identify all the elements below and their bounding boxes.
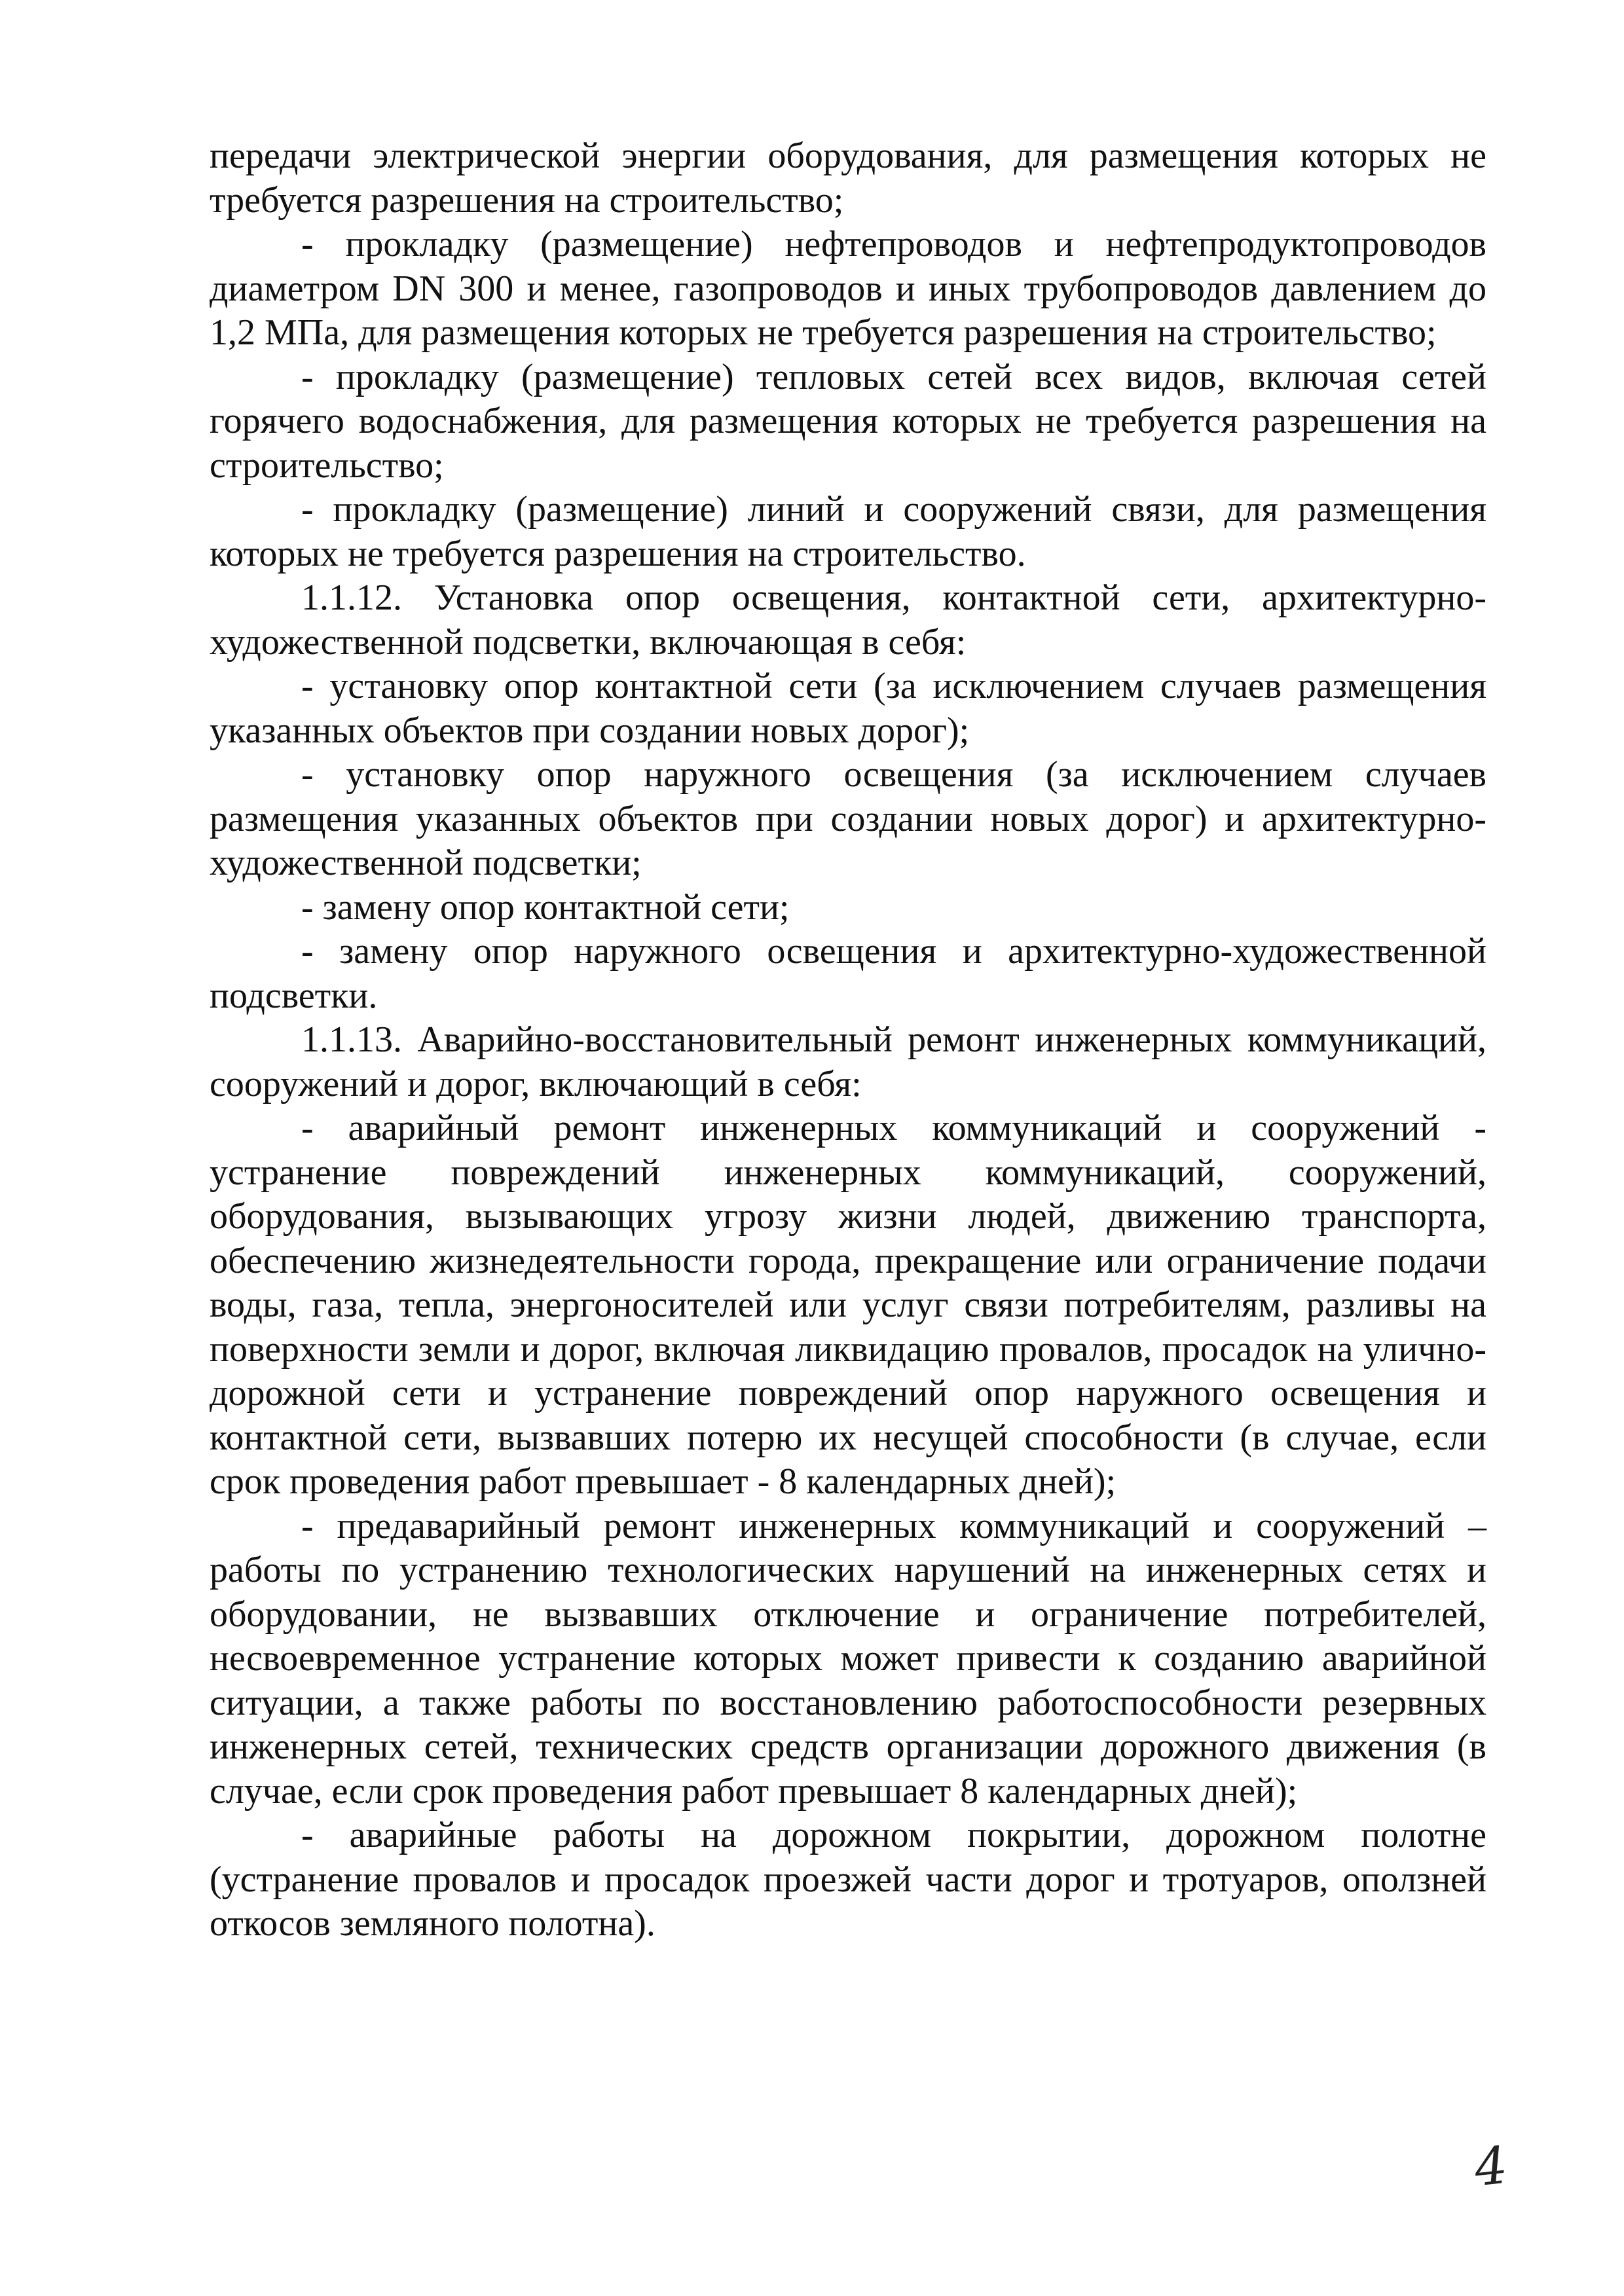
list-item-lighting-poles-install: - установку опор наружного освещения (за исключением случаев размещения указанных объектов при создании новых дорог) и архитектурно-художественной подсветки; [210, 754, 1486, 883]
list-item-heat-networks: - прокладку (размещение) тепловых сетей всех видов, включая сетей горячего водоснабжения, для размещения которых не требуется разрешения на строительство; [210, 356, 1486, 486]
body-text [210, 134, 1486, 1946]
list-item-road-emergency-works: - аварийные работы на дорожном покрытии, дорожном полотне (устранение провалов и просадок проезжей части дорог и тротуаров, оползней откосов земляного полотна). [210, 1815, 1486, 1944]
clause-1-1-13-heading: 1.1.13. Аварийно-восстановительный ремонт инженерных коммуникаций, сооружений и дорог, включающий в себя: [210, 1019, 1486, 1104]
list-item-emergency-repair: - аварийный ремонт инженерных коммуникаций и сооружений - устранение повреждений инженерных коммуникаций, сооружений, оборудования, вызывающих угрозу жизни людей, движению транспорта, обеспечению жизнедеятельности города, прекращение или ограничение подачи воды, газа, тепла, энергоносителей или услуг связи потребителям, разливы на поверхности земли и дорог, включая ликвидацию провалов, просадок на улично-дорожной сети и устранение повреждений опор наружного освещения и контактной сети, вызвавших потерю их несущей способности (в случае, если срок проведения работ превышает - 8 календарных дней); [210, 1108, 1486, 1502]
clause-1-1-12-heading: 1.1.12. Установка опор освещения, контактной сети, архитектурно-художественной подсветки, включающая в себя: [210, 577, 1486, 663]
list-item-contact-poles-replace: - замену опор контактной сети; [301, 886, 790, 928]
list-item-oil-pipelines: - прокладку (размещение) нефтепроводов и нефтепродуктопроводов диаметром DN 300 и менее, газопроводов и иных трубопроводов давлением до 1,2 МПа, для размещения которых не требуется разрешения на строительство; [210, 224, 1486, 353]
list-item-lighting-poles-replace: - замену опор наружного освещения и архитектурно-художественной подсветки. [210, 931, 1486, 1016]
list-item-contact-poles-install: - установку опор контактной сети (за исключением случаев размещения указанных объектов при создании новых дорог); [210, 666, 1486, 751]
list-item-communication-lines: - прокладку (размещение) линий и сооружений связи, для размещения которых не требуется разрешения на строительство. [210, 489, 1486, 574]
paragraph-continuation: передачи электрической энергии оборудования, для размещения которых не требуется разрешения на строительство; [210, 136, 1486, 221]
list-item-pre-emergency-repair: - предаварийный ремонт инженерных коммуникаций и сооружений – работы по устранению технологических нарушений на инженерных сетях и оборудовании, не вызвавших отключение и ограничение потребителей, несвоевременное устранение которых может привести к созданию аварийной ситуации, а также работы по восстановлению работоспособности резервных инженерных сетей, технических средств организации дорожного движения (в случае, если срок проведения работ превышает 8 календарных дней); [210, 1505, 1486, 1812]
page-number: 4 [1471, 2136, 1511, 2198]
